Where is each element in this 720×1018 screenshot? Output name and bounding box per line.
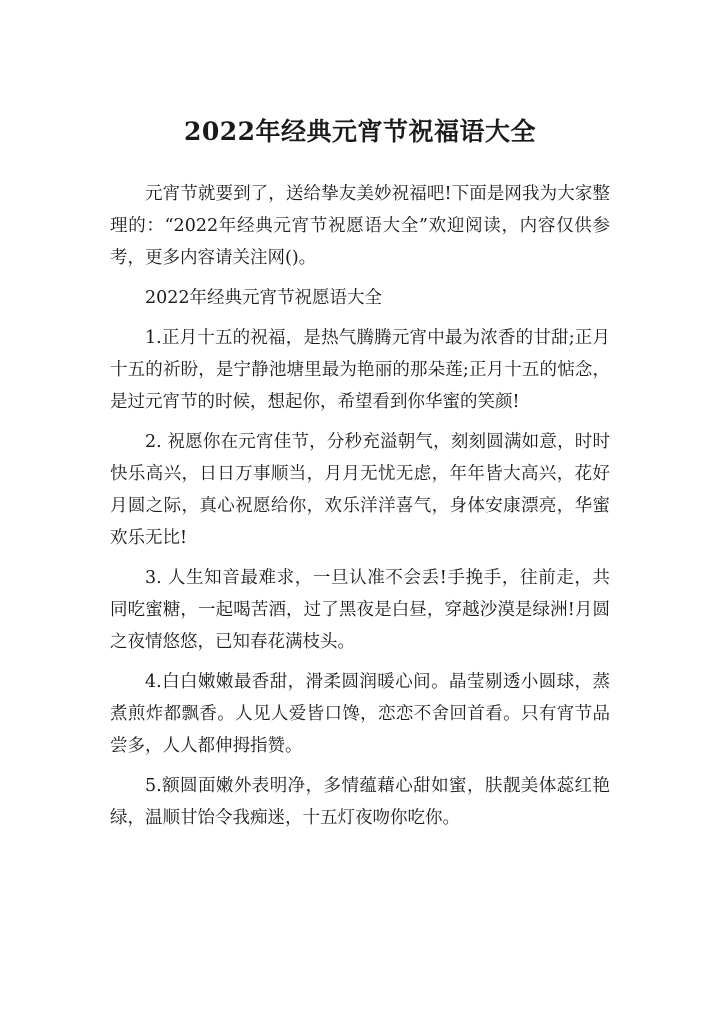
blessing-item-3: 3. 人生知音最难求，一旦认准不会丢!手挽手，往前走，共同吃蜜糖，一起喝苦酒，过了黑夜是白昼，穿越沙漠是绿洲!月圆之夜情悠悠，已知春花满枝头。 — [110, 568, 610, 652]
section-subtitle: 2022年经典元宵节祝愿语大全 — [145, 288, 383, 308]
blessing-item-2: 2. 祝愿你在元宵佳节，分秒充溢朝气，刻刻圆满如意，时时快乐高兴，日日万事顺当，月月无忧无虑，年年皆大高兴，花好月圆之际，真心祝愿给你，欢乐洋洋喜气，身体安康漂亮，华蜜欢乐无比! — [110, 432, 610, 548]
blessing-item-1: 1.正月十五的祝福，是热气腾腾元宵中最为浓香的甘甜;正月十五的祈盼，是宁静池塘里最为艳丽的那朵莲;正月十五的惦念，是过元宵节的时候，想起你，希望看到你华蜜的笑颜! — [110, 328, 610, 412]
intro-paragraph: 元宵节就要到了，送给挚友美妙祝福吧!下面是网我为大家整理的：“2022年经典元宵节祝愿语大全”欢迎阅读，内容仅供参考，更多内容请关注网()。 — [110, 184, 610, 268]
blessing-item-5: 5.额圆面嫩外表明净，多情蕴藉心甜如蜜，肤靓美体蕊红艳绿，温顺甘饴令我痴迷，十五灯夜吻你吃你。 — [110, 776, 610, 828]
blessing-item-4: 4.白白嫩嫩最香甜，滑柔圆润暖心间。晶莹剔透小圆球，蒸煮煎炸都飘香。人见人爱皆口馋，恋恋不舍回首看。只有宵节品尝多，人人都伸拇指赞。 — [110, 672, 610, 756]
document-body — [110, 178, 610, 842]
document-title: 2022年经典元宵节祝福语大全 — [183, 117, 537, 146]
